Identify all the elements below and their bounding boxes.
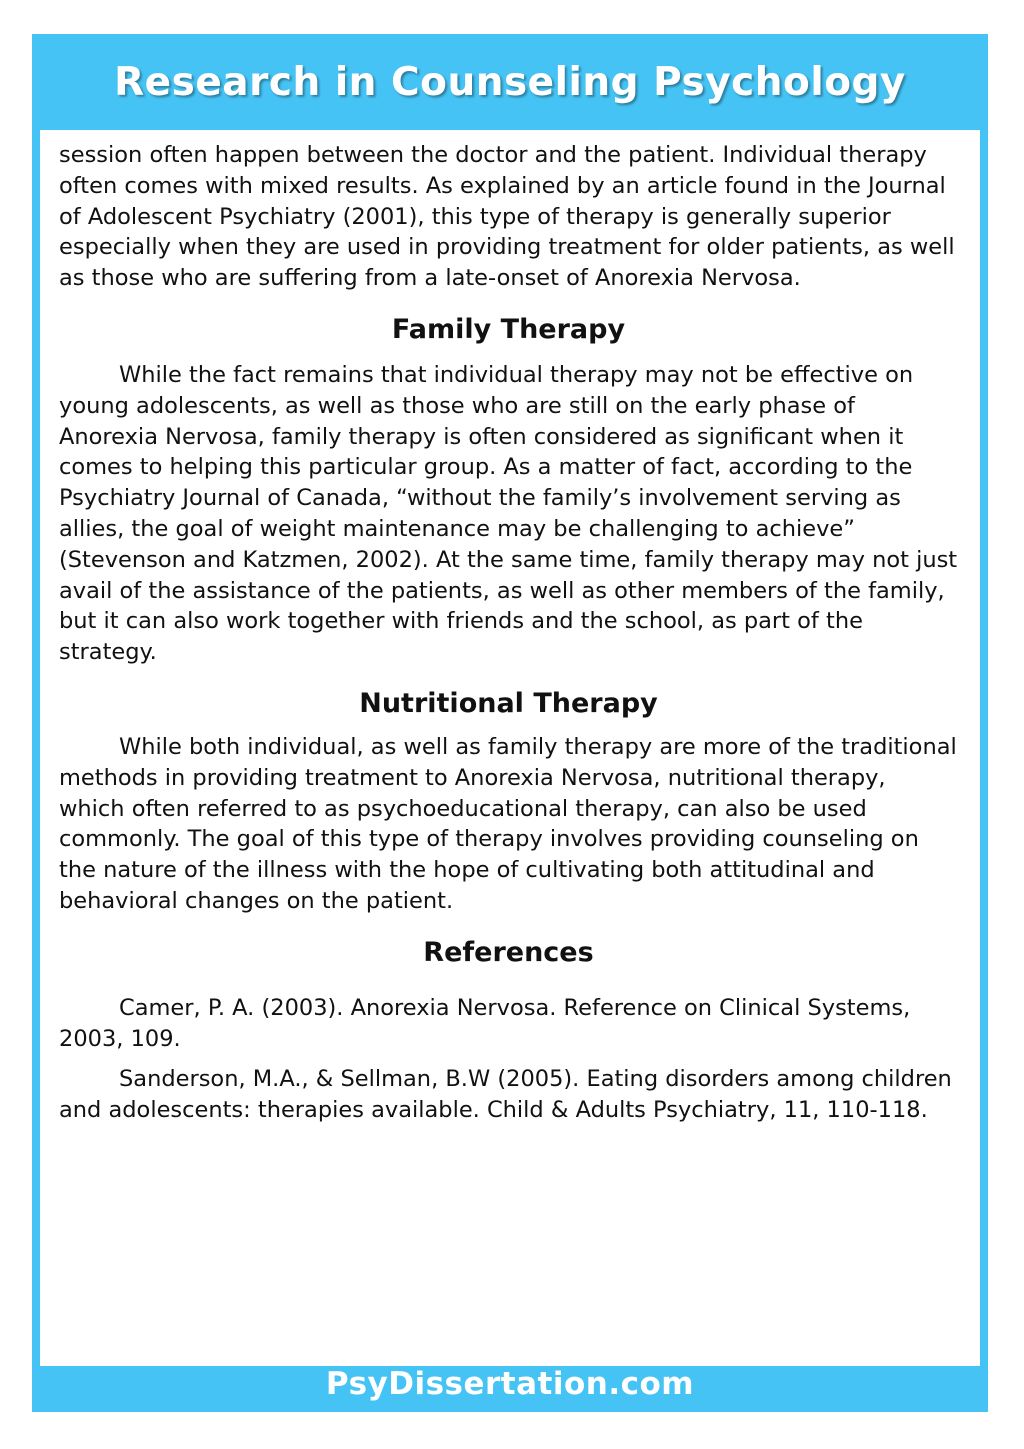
reference-item: Sanderson, M.A., & Sellman, B.W (2005). Eating disorders among children and adolescents: therapies available. Child & Adults Psychiatry, 11, 110-118.	[59, 1066, 952, 1124]
header-banner	[32, 34, 988, 130]
family-therapy-heading: Family Therapy	[391, 313, 626, 345]
nutritional-therapy-heading: Nutritional Therapy	[359, 687, 658, 719]
reference-item: Camer, P. A. (2003). Anorexia Nervosa. Reference on Clinical Systems, 2003, 109.	[59, 994, 911, 1052]
document-body	[40, 130, 980, 1366]
page-title: Research in Counseling Psychology	[114, 59, 906, 105]
footer-site-name: PsyDissertation.com	[325, 1366, 695, 1402]
intro-paragraph: session often happen between the doctor and the patient. Individual therapy often comes with mixed results. As explained by an article found in the Journal of Adolescent Psychiatry (2001), this type of therapy is generally superior especially when they are used in providing treatment for older patients, as well as those who are suffering from a late-onset of Anorexia Nervosa.	[59, 142, 955, 292]
page-frame	[32, 34, 988, 1412]
family-therapy-paragraph: While the fact remains that individual therapy may not be effective on young adolescents, as well as those who are still on the early phase of Anorexia Nervosa, family therapy is often considered as significant when it comes to helping this particular group. As a matter of fact, according to the Psychiatry Journal of Canada, “without the family’s involvement serving as allies, the goal of weight maintenance may be challenging to achieve” (Stevenson and Katzmen, 2002). At the same time, family therapy may not just avail of the assistance of the patients, as well as other members of the family, but it can also work together with friends and the school, as part of the strategy.	[59, 361, 958, 666]
references-heading: References	[423, 936, 594, 968]
nutritional-therapy-paragraph: While both individual, as well as family therapy are more of the traditional methods in providing treatment to Anorexia Nervosa, nutritional therapy, which often referred to as psychoeducational therapy, can also be used commonly. The goal of this type of therapy involves providing counseling on the nature of the illness with the hope of cultivating both attitudinal and behavioral changes on the patient.	[59, 733, 957, 914]
footer-banner	[32, 1366, 988, 1412]
